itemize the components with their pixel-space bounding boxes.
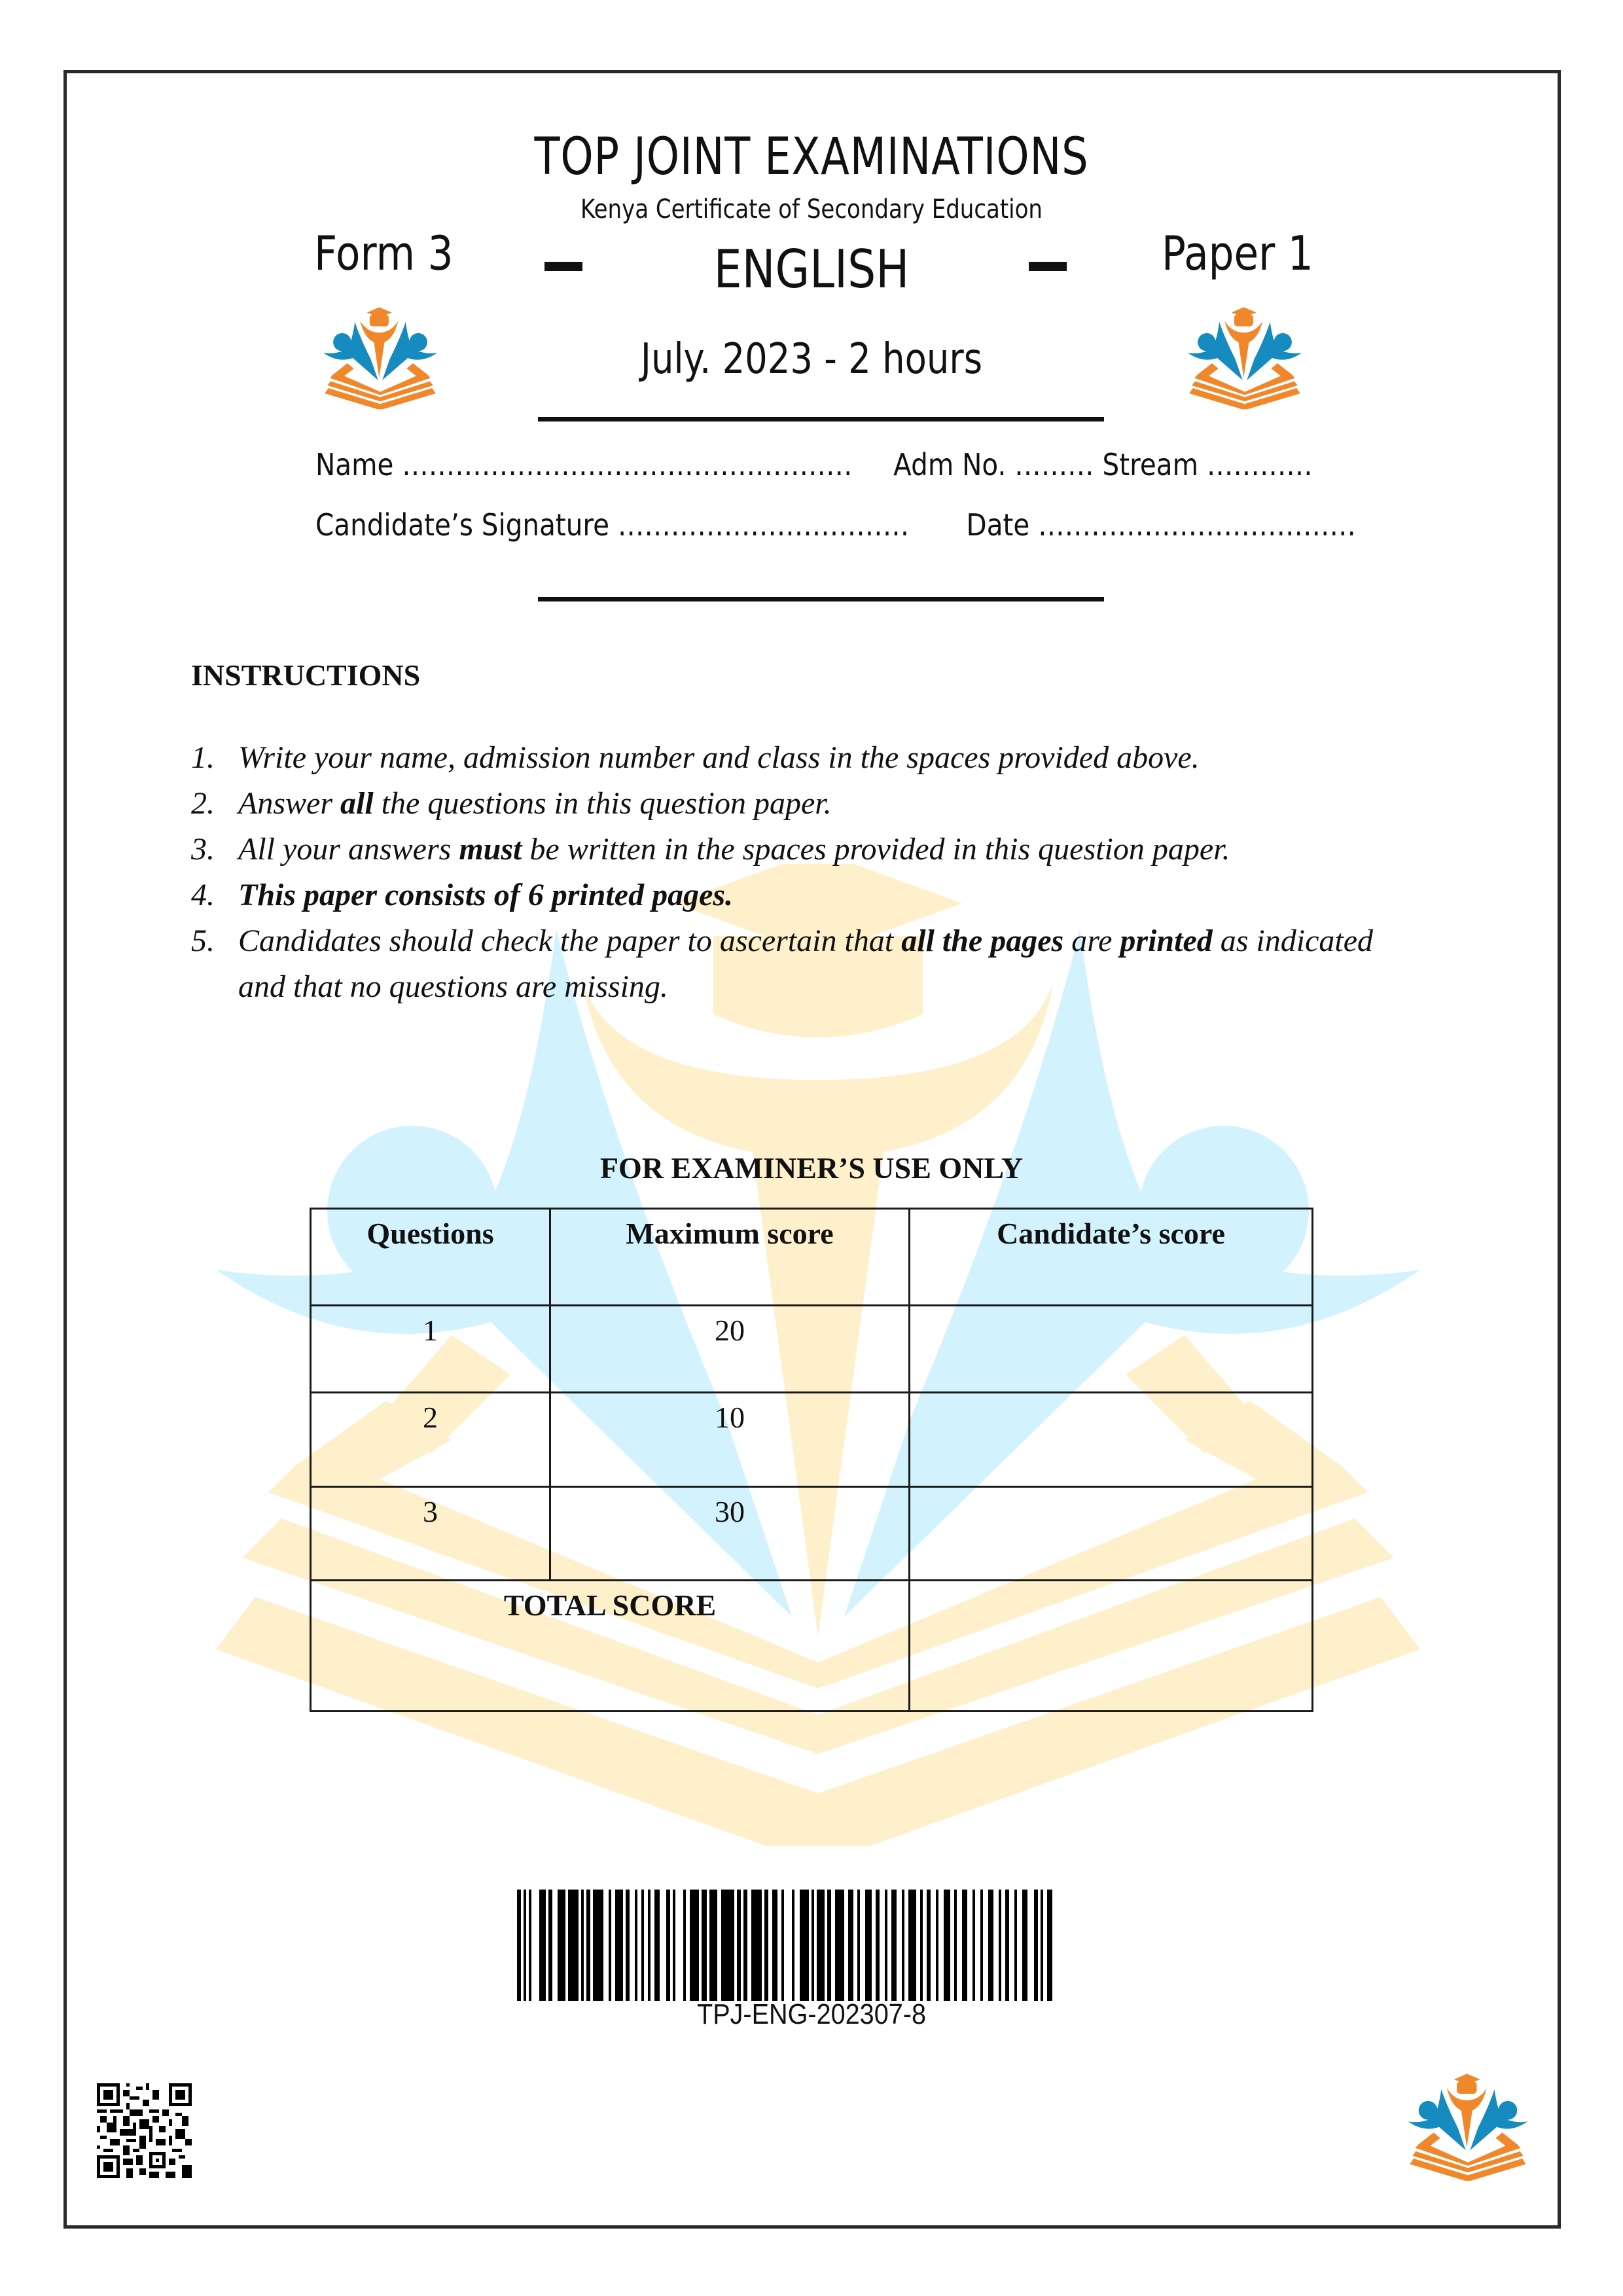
exam-date-duration: July. 2023 - 2 hours <box>640 335 983 384</box>
form-level-label: Form 3 <box>314 226 454 281</box>
column-header-questions: Questions <box>311 1209 550 1306</box>
instruction-item-2: 2. Answer all the questions in this question paper. <box>191 786 832 821</box>
candidate-score-cell[interactable] <box>910 1306 1313 1393</box>
dash-separator-right <box>1029 262 1067 271</box>
instruction-item-4: 4. This paper consists of 6 printed pages. <box>191 878 734 912</box>
table-row <box>311 1393 1313 1487</box>
adm-no-field[interactable]: ……… <box>1014 447 1094 482</box>
question-number: 2 <box>311 1393 550 1487</box>
total-score-cell[interactable] <box>910 1581 1313 1712</box>
table-row <box>311 1306 1313 1393</box>
total-score-label: TOTAL SCORE <box>311 1581 910 1712</box>
maximum-score: 20 <box>550 1306 910 1393</box>
examiner-use-heading: FOR EXAMINER’S USE ONLY <box>599 1151 1024 1185</box>
candidate-score-cell[interactable] <box>910 1393 1313 1487</box>
total-score-row <box>311 1581 1313 1712</box>
instruction-item-5-continuation: and that no questions are missing. <box>238 969 668 1004</box>
question-number: 3 <box>311 1487 550 1581</box>
date-field[interactable]: ……………………………… <box>1038 507 1356 543</box>
column-header-maximum-score: Maximum score <box>550 1209 910 1306</box>
date-label: Date <box>966 507 1030 543</box>
school-logo-icon <box>1396 2060 1540 2185</box>
maximum-score: 10 <box>550 1393 910 1487</box>
adm-no-label: Adm No. <box>893 447 1007 482</box>
header-divider-top <box>538 417 1104 422</box>
candidate-score-cell[interactable] <box>910 1487 1313 1581</box>
candidate-fields-row-1 <box>315 447 1313 482</box>
examiner-score-table <box>310 1208 1313 1712</box>
instructions-heading: INSTRUCTIONS <box>191 658 421 692</box>
header-divider-bottom <box>538 597 1104 601</box>
candidate-fields-row-2 <box>315 507 1356 543</box>
column-header-candidate-score: Candidate’s score <box>910 1209 1313 1306</box>
paper-number-label: Paper 1 <box>1162 226 1313 281</box>
table-row <box>311 1487 1313 1581</box>
barcode-icon <box>517 1890 1060 2001</box>
instruction-item-1: 1. Write your name, admission number and class in the spaces provided above. <box>191 740 1200 775</box>
signature-field[interactable]: …………………………… <box>617 507 910 543</box>
instruction-item-3: 3. All your answers must be written in the spaces provided in this question paper. <box>191 832 1230 867</box>
barcode-label: TPJ-ENG-202307-8 <box>697 1998 926 2030</box>
stream-label: Stream <box>1102 447 1198 482</box>
certificate-subtitle: Kenya Certificate of Secondary Education <box>580 194 1043 224</box>
exam-body-title: TOP JOINT EXAMINATIONS <box>534 128 1089 187</box>
instruction-item-5: 5. Candidates should check the paper to ascertain that all the pages are printed as indicated <box>191 924 1374 958</box>
stream-field[interactable]: ………… <box>1206 447 1313 482</box>
maximum-score: 30 <box>550 1487 910 1581</box>
name-label: Name <box>315 447 394 482</box>
table-header-row <box>311 1209 1313 1306</box>
question-number: 1 <box>311 1306 550 1393</box>
name-field[interactable]: …………………………………………… <box>402 447 853 482</box>
signature-label: Candidate’s Signature <box>315 507 610 543</box>
qr-code-icon <box>97 2080 192 2181</box>
subject-title: ENGLISH <box>713 239 910 300</box>
